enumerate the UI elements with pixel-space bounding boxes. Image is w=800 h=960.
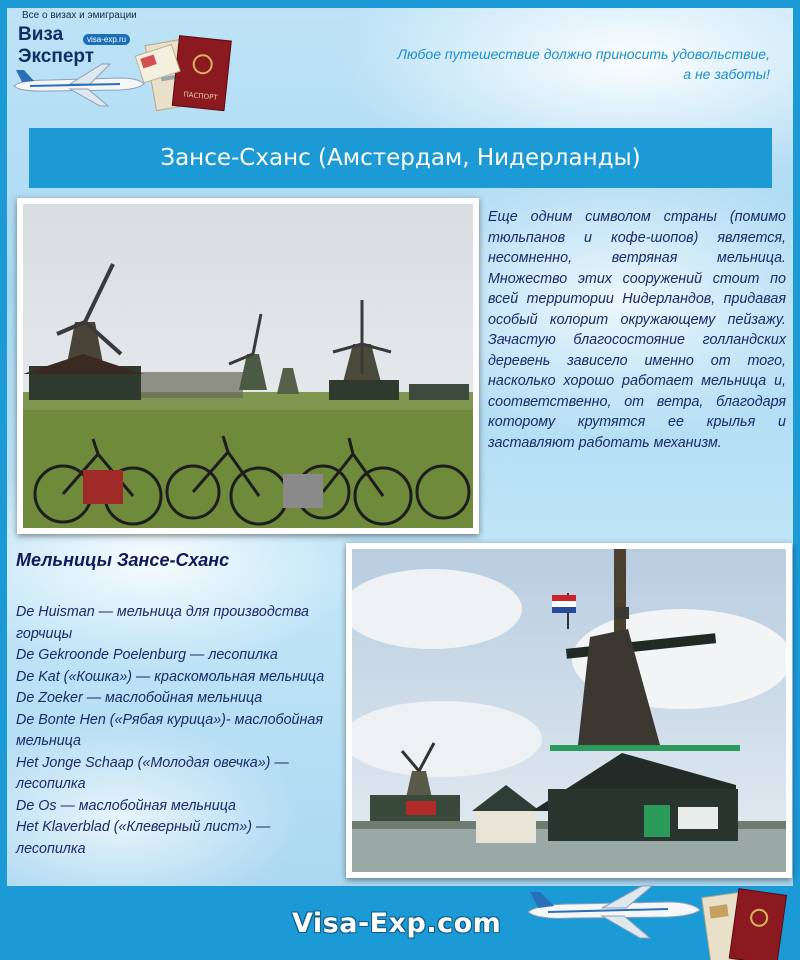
windmills-bicycles-photo <box>17 198 479 534</box>
logo-brand-line1: Виза <box>18 24 64 45</box>
windmills-bicycles-image <box>23 204 473 528</box>
title-bar <box>29 128 772 188</box>
description-text: Еще одним символом страны (помимо тюльпанов и кофе-шопов) является, несомненно, ветряная мельница. Множество этих сооружений стоит по всей территории Нидерландов, придавая особый колорит окружающему пейзажу. Зачастую благосостояние голландских деревень зависело именно от того, насколько хорошо работает мельница и, соответственно, от ветра, благодаря которому крутятся ее крылья и заставляют работать механизм. <box>488 209 786 451</box>
list-item: De Bonte Hen («Рябая курица»)- маслобойная мельница <box>16 711 323 749</box>
list-item: De Os — маслобойная мельница <box>16 797 237 814</box>
logo-site: visa-exp.ru <box>83 34 130 45</box>
windmill-water-image <box>352 549 786 872</box>
list-item: De Zoeker — маслобойная мельница <box>16 690 263 706</box>
logo-brand-line2: Эксперт <box>18 46 95 67</box>
list-item: Het Jonge Schaap («Молодая овечка») — лесопилка <box>16 754 289 792</box>
slogan <box>397 44 770 84</box>
passport-label: ПАСПОРТ <box>183 90 218 102</box>
list-item: Het Klaverblad («Клеверный лист») — лесопилка <box>16 819 271 857</box>
logo-tagline: Все о визах и эмиграции <box>22 10 137 21</box>
slogan-line2: а не заботы! <box>683 66 770 82</box>
slogan-line1: Любое путешествие должно приносить удовольствие, <box>397 46 770 62</box>
page-title: Зансе-Сханс (Амстердам, Нидерланды) <box>160 145 641 171</box>
windmills-list <box>16 602 336 860</box>
list-item: De Huisman — мельница для производства горчицы <box>16 604 309 642</box>
logo[interactable] <box>10 4 250 114</box>
footer-passport-icon <box>690 886 790 960</box>
airplane-icon <box>10 62 150 108</box>
footer-site-link[interactable]: Visa-Exp.com <box>292 908 502 939</box>
frame-right <box>793 0 800 960</box>
list-item: De Gekroonde Poelenburg — лесопилка <box>16 647 278 663</box>
frame-left <box>0 0 7 960</box>
list-title: Мельницы Зансе-Сханс <box>16 550 230 570</box>
list-item: De Kat («Кошка») — краскомольная мельница <box>16 668 325 685</box>
windmill-water-photo <box>346 543 792 878</box>
footer-airplane-icon <box>524 884 704 940</box>
